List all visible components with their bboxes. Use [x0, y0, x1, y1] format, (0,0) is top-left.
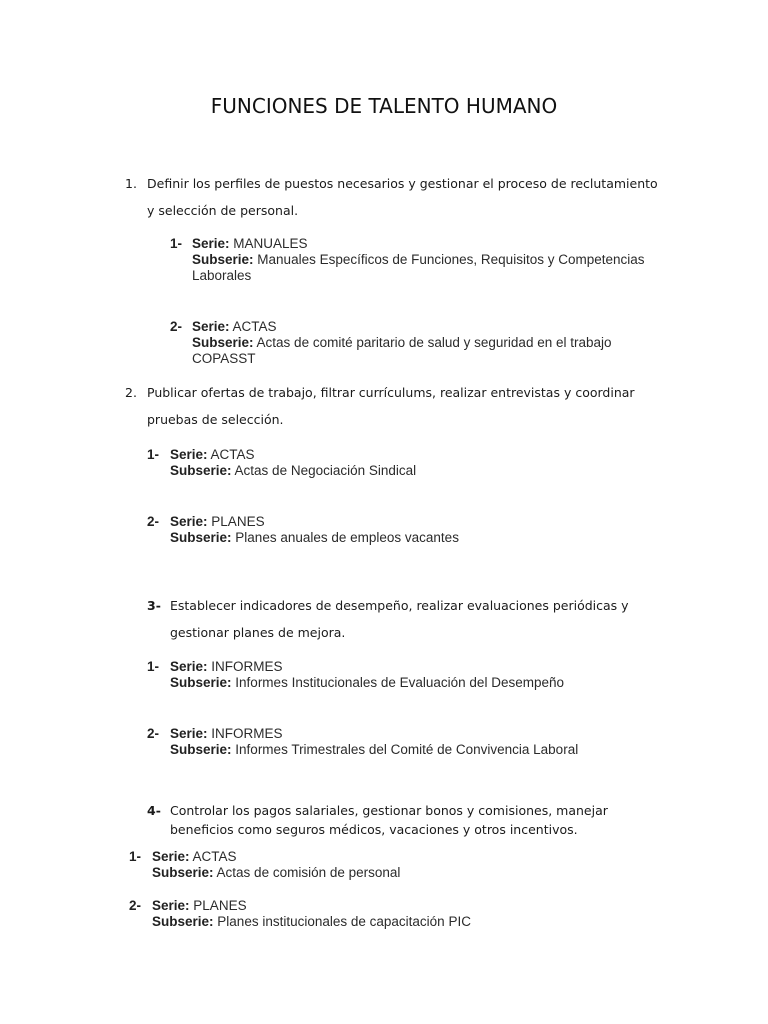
subserie-value: Planes institucionales de capacitación PIC: [217, 914, 471, 929]
item-number: 1-: [147, 659, 160, 674]
serie-value: ACTAS: [232, 319, 277, 334]
section-text: Establecer indicadores de desempeño, realizar evaluaciones periódicas y gestionar planes de mejora.: [170, 598, 629, 640]
serie-value: PLANES: [211, 514, 265, 529]
serie-value: MANUALES: [233, 236, 308, 251]
subserie-value: Actas de Negociación Sindical: [234, 463, 417, 478]
item-number: 2-: [147, 726, 160, 741]
subserie-label: Subserie:: [192, 335, 254, 350]
serie-label: Serie:: [152, 898, 190, 913]
item-number: 1-: [170, 236, 183, 251]
section-text: Publicar ofertas de trabajo, filtrar currículums, realizar entrevistas y coordinar pruebas de selección.: [147, 385, 635, 427]
serie-value: INFORMES: [211, 659, 283, 674]
item-number: 2-: [170, 319, 183, 334]
subserie-label: Subserie:: [170, 742, 232, 757]
section-number: 2.: [125, 385, 137, 400]
serie-value: ACTAS: [210, 447, 255, 462]
subserie-value: Informes Trimestrales del Comité de Convivencia Laboral: [235, 742, 579, 757]
serie-label: Serie:: [152, 849, 190, 864]
subserie-value: Informes Institucionales de Evaluación del Desempeño: [235, 675, 564, 690]
item-number: 1-: [147, 447, 160, 462]
serie-label: Serie:: [192, 319, 230, 334]
section-number: 4-: [147, 803, 161, 818]
subserie-label: Subserie:: [152, 914, 214, 929]
serie-label: Serie:: [170, 514, 208, 529]
serie-label: Serie:: [170, 726, 208, 741]
section-number: 3-: [147, 598, 161, 613]
subserie-label: Subserie:: [170, 675, 232, 690]
serie-value: ACTAS: [192, 849, 237, 864]
serie-label: Serie:: [170, 447, 208, 462]
serie-label: Serie:: [170, 659, 208, 674]
item-number: 2-: [129, 898, 142, 913]
serie-value: INFORMES: [211, 726, 283, 741]
page-title: FUNCIONES DE TALENTO HUMANO: [210, 94, 558, 118]
subserie-value: Actas de comité paritario de salud y seguridad en el trabajo COPASST: [192, 335, 612, 366]
subserie-value: Manuales Específicos de Funciones, Requisitos y Competencias Laborales: [192, 252, 645, 283]
item-number: 2-: [147, 514, 160, 529]
section-text: Definir los perfiles de puestos necesarios y gestionar el proceso de reclutamiento y selección de personal.: [147, 176, 658, 218]
serie-value: PLANES: [193, 898, 247, 913]
subserie-label: Subserie:: [170, 463, 232, 478]
subserie-label: Subserie:: [152, 865, 214, 880]
section-number: 1.: [125, 176, 137, 191]
subserie-label: Subserie:: [192, 252, 254, 267]
subserie-label: Subserie:: [170, 530, 232, 545]
serie-label: Serie:: [192, 236, 230, 251]
subserie-value: Actas de comisión de personal: [216, 865, 401, 880]
section-text: Controlar los pagos salariales, gestionar bonos y comisiones, manejar beneficios como seguros médicos, vacaciones y otros incentivos.: [170, 803, 608, 837]
item-number: 1-: [129, 849, 142, 864]
subserie-value: Planes anuales de empleos vacantes: [235, 530, 459, 545]
